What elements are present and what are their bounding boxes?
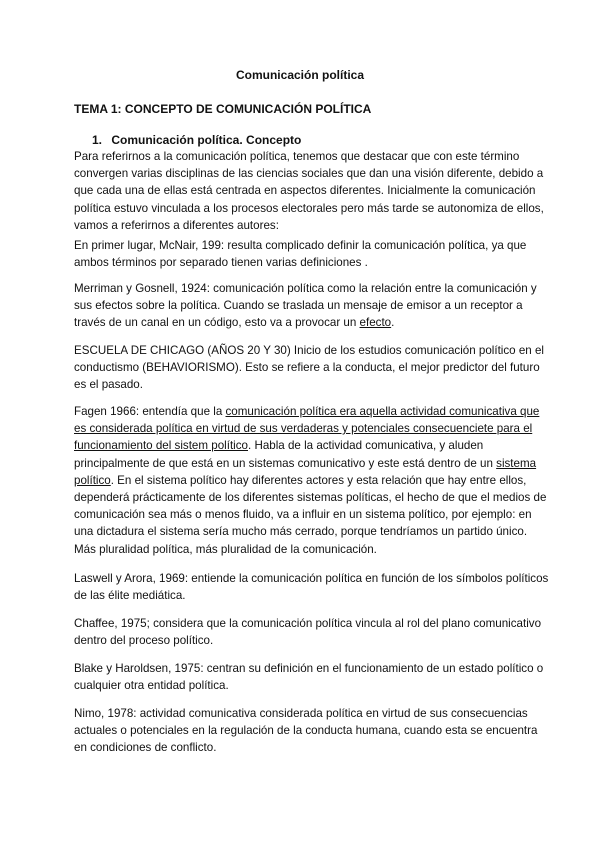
underlined-link[interactable]: político <box>74 473 111 487</box>
paragraph-line: conductismo (BEHAVIORISMO). Esto se refiere a la conducta, el mejor predictor del futuro <box>74 361 540 375</box>
paragraph-line: actuales o potenciales en la regulación de la conducta humana, cuando esta se encuentra <box>74 724 538 738</box>
paragraph-line: dentro del proceso político. <box>74 634 214 648</box>
text-span: . <box>391 316 395 330</box>
underlined-link[interactable]: es considerada política en virtud de sus verdaderas y potenciales consecuenciete para el <box>74 422 533 436</box>
paragraph-mcnair <box>74 237 534 271</box>
paragraph-line: es el pasado. <box>74 378 143 392</box>
paragraph-line: dependerá prácticamente de los diferentes sistemas políticas, el hecho de que el medios de <box>74 491 547 505</box>
section-title: Comunicación política. Concepto <box>111 133 302 147</box>
paragraph-line: Chaffee, 1975; considera que la comunicación política vincula al rol del plano comunicativo <box>74 617 542 630</box>
document-title: Comunicación política <box>235 68 364 82</box>
underlined-link[interactable]: funcionamiento del sistem político <box>74 439 248 453</box>
paragraph-line: que cada una de ellas está centrada en aspectos diferentes. Inicialmente la comunicación <box>74 184 536 198</box>
paragraph-line: ambos términos por separado tienen varias definiciones . <box>74 256 368 270</box>
paragraph-line: Merriman y Gosnell, 1924: comunicación política como la relación entre la comunicación y <box>74 282 537 295</box>
paragraph-line: de las élite mediática. <box>74 589 186 603</box>
paragraph-blake <box>74 660 544 694</box>
paragraph-line <box>74 420 534 437</box>
paragraph-intro <box>74 148 544 234</box>
paragraph-line: comunicación sea más o menos fluido, va a influir en un sistema político, por ejemplo: en <box>74 508 532 522</box>
paragraph-line: en condiciones de conflicto. <box>74 741 217 755</box>
paragraph-line <box>74 403 540 420</box>
tema-heading: TEMA 1: CONCEPTO DE COMUNICACIÓN POLÍTICA <box>74 102 372 116</box>
paragraph-line <box>74 314 534 331</box>
text-span: . Habla de la actividad comunicativa, y aluden <box>248 439 484 453</box>
paragraph-merriman <box>74 280 537 332</box>
paragraph-line: Para referirnos a la comunicación política, tenemos que destacar que con este término <box>74 150 520 163</box>
paragraph-line: Nimo, 1978: actividad comunicativa considerada política en virtud de sus consecuencias <box>74 707 528 720</box>
text-span: principalmente de que está en un sistemas comunicativo y este está dentro de un <box>74 456 497 470</box>
paragraph-line: ESCUELA DE CHICAGO (AÑOS 20 Y 30) Inicio de los estudios comunicación político en el <box>74 344 544 357</box>
paragraph-line <box>74 472 534 489</box>
paragraph-line: convergen varias disciplinas de las ciencias sociales que dan una visión diferente, debido a <box>74 167 544 181</box>
paragraph-line: sus efectos sobre la política. Cuando se traslada un mensaje de emisor a un receptor a <box>74 299 523 313</box>
text-span: través de un canal en un código, esto va a provocar un <box>74 316 360 330</box>
paragraph-laswell <box>74 570 549 604</box>
underlined-link[interactable]: comunicación política era aquella actividad comunicativa que <box>225 405 540 418</box>
paragraph-line <box>74 455 537 472</box>
paragraph-line: Blake y Haroldsen, 1975: centran su definición en el funcionamiento de un estado político o <box>74 662 544 675</box>
section-heading <box>92 133 301 147</box>
paragraph-line: política estuvo vinculada a los procesos electorales pero más tarde se autonomiza de ellos, <box>74 201 544 215</box>
paragraph-line: una dictadura el sistema sería mucho más cerrado, porque tendríamos un partido único. <box>74 525 528 539</box>
paragraph-line: En primer lugar, McNair, 199: resulta complicado definir la comunicación política, ya que <box>74 239 527 252</box>
paragraph-line <box>74 437 534 454</box>
paragraph-line: cualquier otra entidad política. <box>74 679 229 693</box>
paragraph-line: vamos a referirnos a diferentes autores: <box>74 218 279 232</box>
underlined-link[interactable]: efecto <box>359 316 392 330</box>
paragraph-chaffee <box>74 615 542 649</box>
text-span: Fagen 1966: entendía que la <box>74 405 226 418</box>
section-number: 1. <box>92 133 103 147</box>
paragraph-line: Laswell y Arora, 1969: entiende la comunicación política en función de los símbolos políticos <box>74 572 549 585</box>
underlined-link[interactable]: sistema <box>496 456 537 470</box>
paragraph-line: Más pluralidad política, más pluralidad de la comunicación. <box>74 542 377 556</box>
paragraph-fagen <box>74 403 547 558</box>
text-span: . En el sistema político hay diferentes actores y esta relación que hay entre ellos, <box>110 473 527 487</box>
paragraph-chicago <box>74 342 544 394</box>
paragraph-nimo <box>74 705 538 757</box>
